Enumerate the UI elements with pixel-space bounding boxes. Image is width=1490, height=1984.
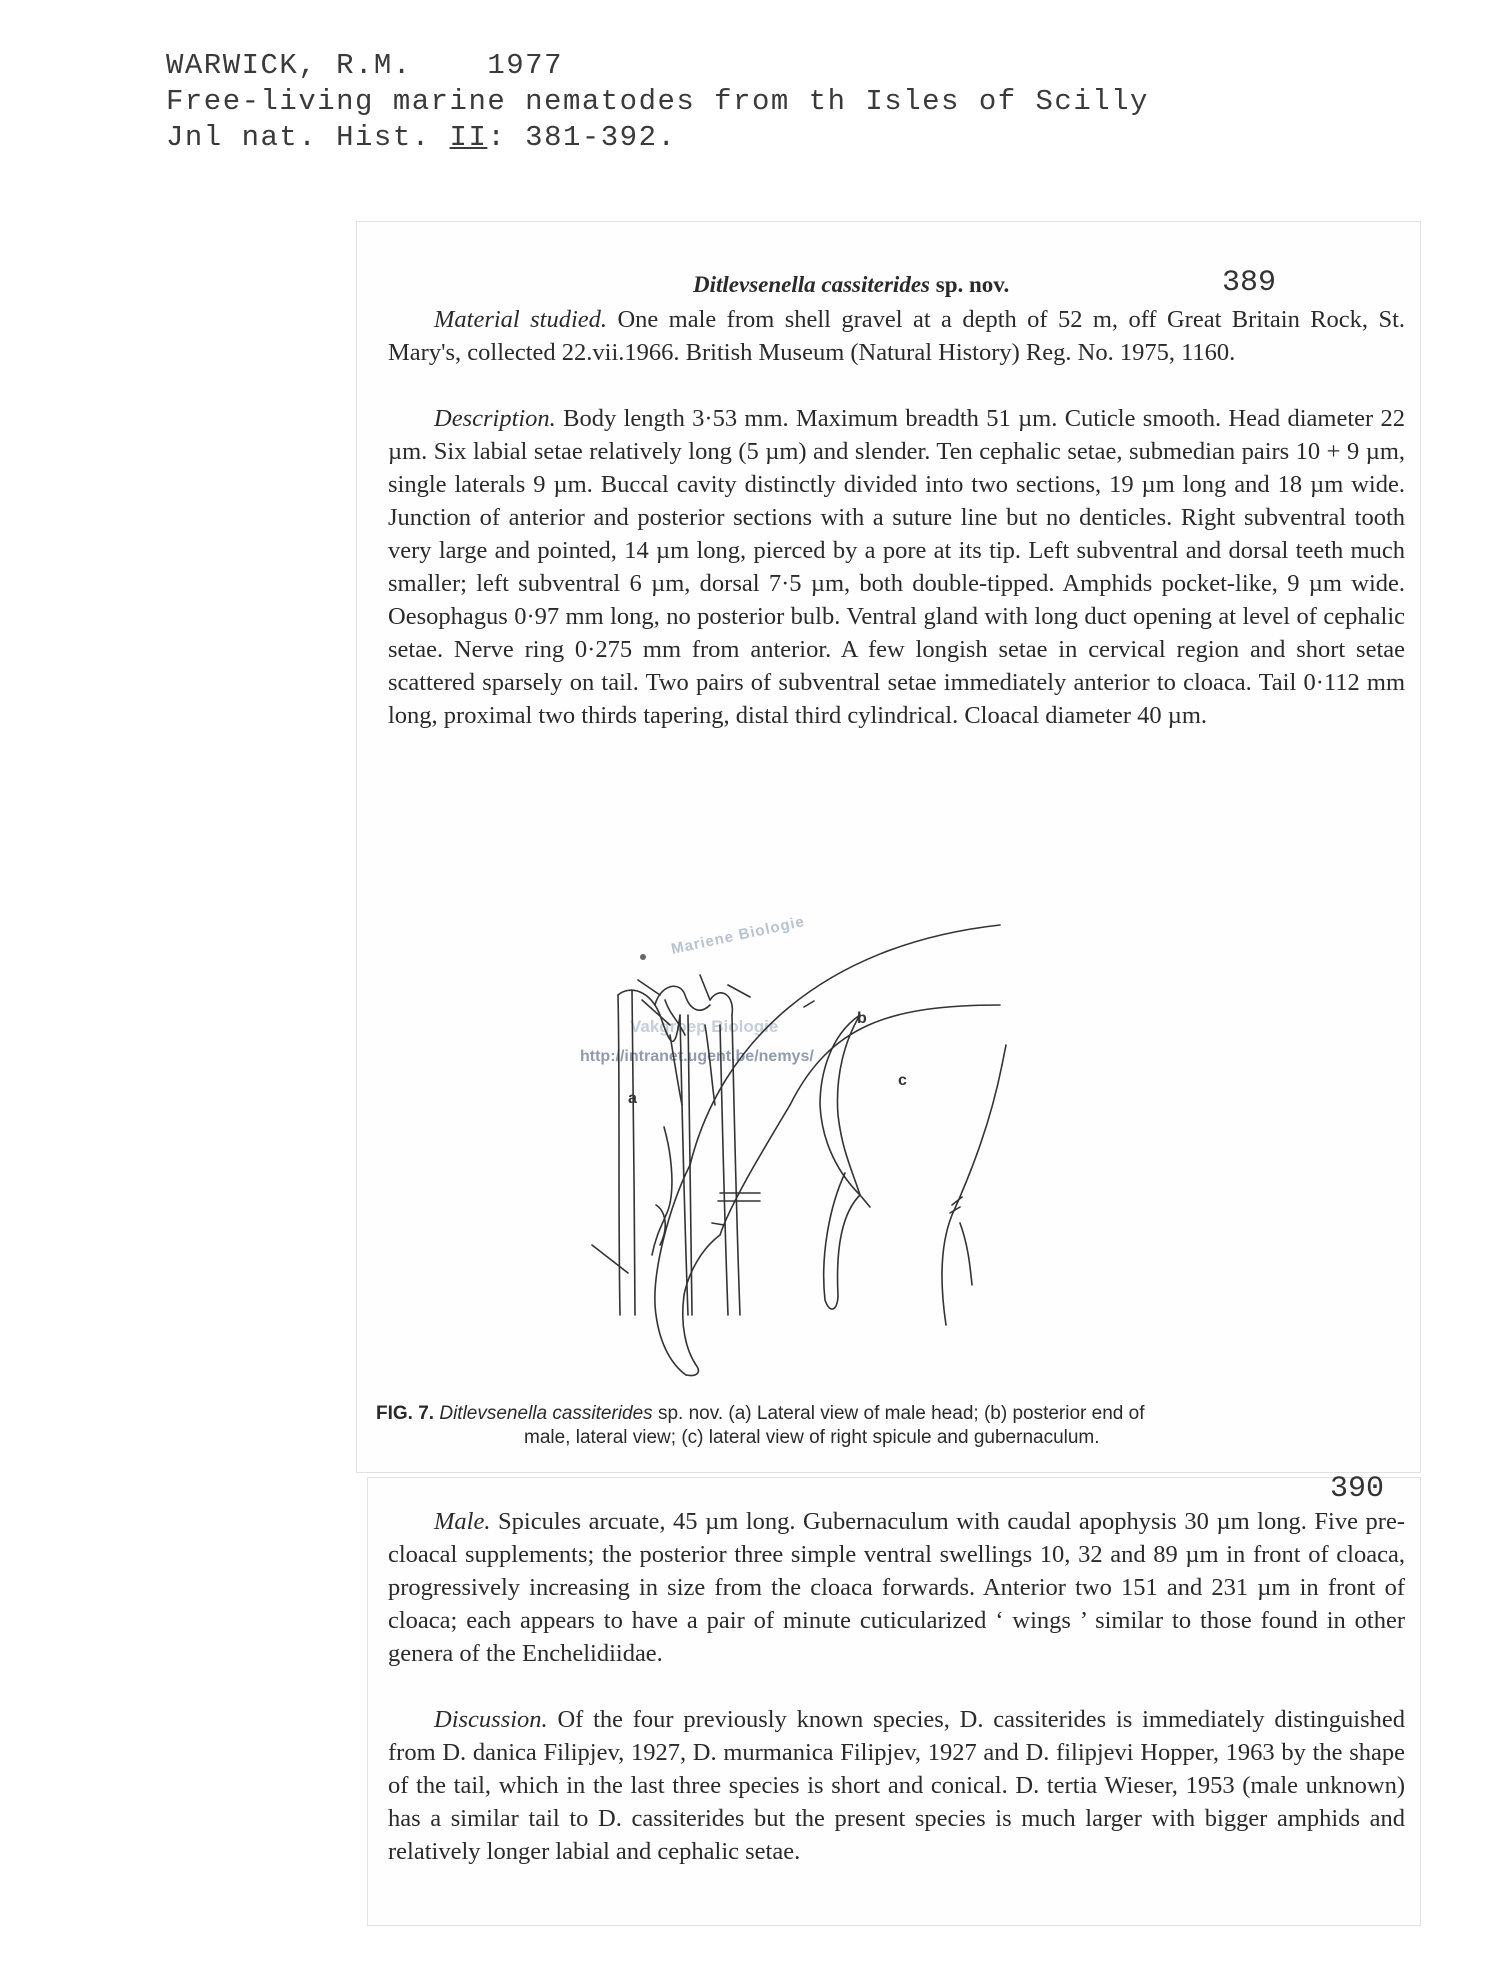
head-drawing-a bbox=[592, 975, 760, 1315]
spicule-drawing-c bbox=[820, 1015, 1006, 1325]
author-year-line bbox=[166, 48, 1149, 84]
material-text: One male from shell gravel at a depth of 52 m, off Great Britain Rock, St. Mary's, collected 22.vii.1966. British Museum (Natural History) Reg. No. 1975, 1160. bbox=[388, 306, 1406, 366]
material-paragraph bbox=[388, 303, 1405, 369]
watermark-top: Mariene Biologie bbox=[669, 913, 807, 958]
description-heading: Description. bbox=[434, 405, 556, 432]
watermark-url: http://intranet.ugent.be/nemys/ bbox=[580, 1048, 814, 1065]
author: WARWICK, R.M. bbox=[166, 49, 412, 82]
caption-line-1 bbox=[376, 1402, 1406, 1426]
male-paragraph bbox=[388, 1505, 1405, 1670]
page-number-390: 390 bbox=[1330, 1472, 1385, 1506]
caption-species: Ditlevsenella cassiterides bbox=[439, 1403, 653, 1424]
caption-line1-text: sp. nov. (a) Lateral view of male head; (b) posterior end of bbox=[652, 1403, 1145, 1424]
page-number-389: 389 bbox=[1222, 266, 1277, 300]
discussion-text: Of the four previously known species, D. cassiterides is immediately distinguished from D. danica Filipjev, 1927, D. murmanica Filipjev, 1927 and D. filipjevi Hopper, 1963 by the shape of the tail, which in the last three species is short and conical. D. tertia Wieser, 1953 (male unknown) has a similar tail to D. cassiterides but the present species is much larger with bigger amphids and relatively longer labial and cephalic setae. bbox=[388, 1706, 1405, 1865]
description-text: Body length 3·53 mm. Maximum breadth 51 µm. Cuticle smooth. Head diameter 22 µm. Six labial setae relatively long (5 µm) and slender. Ten cephalic setae, submedian pairs 10 + 9 µm, single laterals 9 µm. Buccal cavity distinctly divided into two sections, 19 µm long and 18 µm wide. Junction of anterior and posterior sections with a suture line but no denticles. Right subventral tooth very large and pointed, 14 µm long, pierced by a pore at its tip. Left subventral and dorsal teeth much smaller; left subventral 6 µm, dorsal 7·5 µm, both double-tipped. Amphids pocket-like, 9 µm wide. Oesophagus 0·97 mm long, no posterior bulb. Ventral gland with long duct opening at level of cephalic setae. Nerve ring 0·275 mm from anterior. A few longish setae in cervical region and short setae scattered sparsely on tail. Two pairs of subventral setae immediately anterior to cloaca. Tail 0·112 mm long, proximal two thirds tapering, distal third cylindrical. Cloacal diameter 40 µm. bbox=[388, 405, 1405, 729]
male-text: Spicules arcuate, 45 µm long. Gubernaculum with caudal apophysis 30 µm long. Five pre-cloacal supplements; the posterior three simple ventral swellings 10, 32 and 89 µm in front of cloaca, progressively increasing in size from the cloaca forwards. Anterior two 151 and 231 µm in front of cloaca; each appears to have a pair of minute cuticularized ‘ wings ’ similar to those found in other genera of the Enchelidiidae. bbox=[388, 1508, 1405, 1667]
posterior-drawing-b bbox=[652, 925, 1000, 1376]
species-suffix: sp. nov. bbox=[930, 272, 1010, 297]
figure-7-drawing bbox=[560, 905, 1240, 1395]
species-name: Ditlevsenella cassiterides bbox=[693, 272, 930, 297]
figure-label-c: c bbox=[898, 1072, 907, 1089]
discussion-paragraph bbox=[388, 1703, 1405, 1868]
discussion-heading: Discussion. bbox=[434, 1706, 548, 1733]
description-paragraph bbox=[388, 402, 1405, 732]
journal-pages: : 381-392. bbox=[487, 121, 677, 154]
figure-label-a: a bbox=[628, 1090, 637, 1107]
caption-line-2: male, lateral view; (c) lateral view of right spicule and gubernaculum. bbox=[524, 1427, 1100, 1448]
journal-citation bbox=[166, 120, 1149, 156]
material-heading: Material studied. bbox=[434, 306, 608, 333]
journal-volume: II bbox=[449, 121, 488, 154]
figure-label-b: b bbox=[857, 1010, 867, 1027]
year: 1977 bbox=[487, 49, 563, 82]
figure-caption bbox=[376, 1402, 1406, 1450]
male-heading: Male. bbox=[434, 1508, 491, 1535]
caption-fig-label: FIG. 7. bbox=[376, 1403, 435, 1424]
article-title: Free-living marine nematodes from th Isles of Scilly bbox=[166, 85, 1149, 118]
watermark-middle: Vakgroep Biologie bbox=[630, 1017, 779, 1036]
species-heading bbox=[693, 272, 1009, 298]
journal-name: Jnl nat. Hist. bbox=[166, 121, 450, 154]
bibliographic-header bbox=[166, 48, 1149, 156]
figure-dot bbox=[640, 954, 646, 960]
